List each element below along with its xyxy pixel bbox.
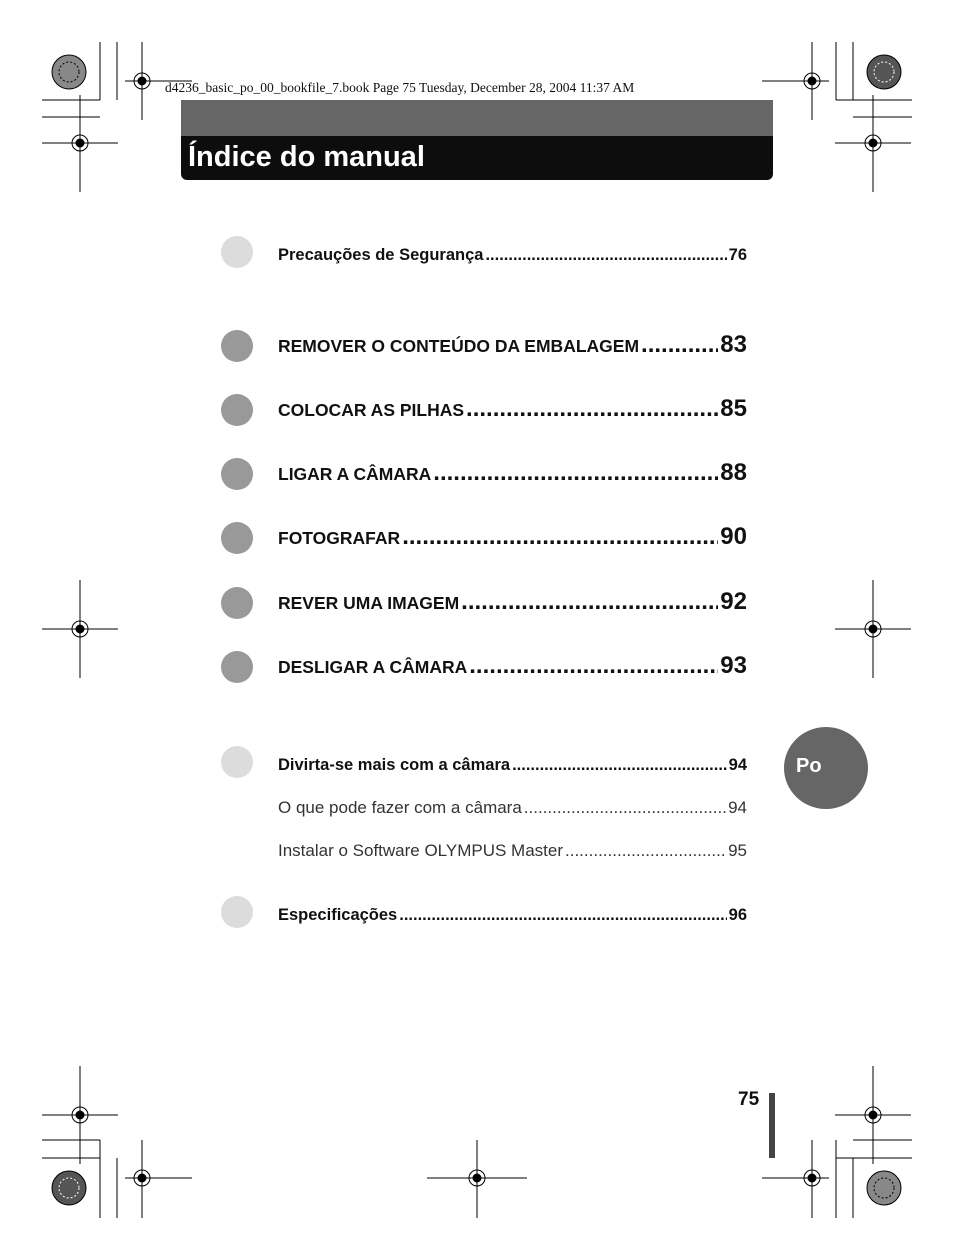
dot-leader [512,756,727,775]
toc-entry-page: 92 [720,588,747,615]
section-bullet-icon [221,236,253,268]
dot-leader [461,588,718,616]
page-number: 75 [738,1089,760,1110]
toc-entry[interactable] [221,235,747,269]
toc-subentry-page: 94 [728,798,747,817]
dot-leader [469,652,718,680]
section-bullet-icon [221,587,253,619]
toc-entry[interactable] [221,745,747,779]
toc-entry-page: 93 [720,652,747,679]
section-bullet-icon [221,896,253,928]
toc-entry-page: 90 [720,523,747,550]
toc-entry[interactable] [221,586,747,620]
toc-entry-label: REVER UMA IMAGEM [278,593,460,613]
dot-leader [565,841,726,861]
toc-entry-page: 88 [720,459,747,486]
book-file-header: d4236_basic_po_00_bookfile_7.book Page 75 Tuesday, December 28, 2004 11:37 AM [165,80,635,95]
dot-leader [524,798,726,818]
dot-leader [399,906,726,925]
toc-entry-label: Divirta-se mais com a câmara [278,756,511,774]
toc-entry-label: COLOCAR AS PILHAS [278,400,465,420]
section-bullet-icon [221,458,253,490]
dot-leader [466,395,718,423]
dot-leader [641,331,718,359]
toc-entry-label: FOTOGRAFAR [278,528,401,548]
toc-entry-page: 94 [728,756,747,774]
section-bullet-icon [221,394,253,426]
toc-entry-label: DESLIGAR A CÂMARA [278,657,468,677]
toc-subentry[interactable] [221,831,747,865]
toc-entry[interactable] [221,895,747,929]
page-number-bar [769,1093,775,1158]
toc-entry-label: REMOVER O CONTEÚDO DA EMBALAGEM [278,336,640,356]
toc-entry[interactable] [221,329,747,363]
section-bullet-icon [221,522,253,554]
title-banner-grey-strip [181,100,773,136]
toc-entry-page: 96 [728,906,747,924]
toc-entry-page: 76 [728,246,747,264]
section-bullet-icon [221,651,253,683]
language-tab [784,727,868,809]
toc-entry[interactable] [221,457,747,491]
language-tab-label: Po [796,755,822,777]
dot-leader [485,246,726,265]
section-bullet-icon [221,330,253,362]
toc-entry-label: Precauções de Segurança [278,246,484,264]
toc-entry[interactable] [221,521,747,555]
toc-subentry-label: Instalar o Software OLYMPUS Master [278,841,564,860]
toc-entry-label: Especificações [278,906,398,924]
section-bullet-icon [221,746,253,778]
title-banner [181,100,773,180]
toc-entry[interactable] [221,393,747,427]
dot-leader [402,523,718,551]
toc-subentry-page: 95 [728,841,747,860]
toc-entry-page: 85 [720,395,747,422]
toc-subentry-label: O que pode fazer com a câmara [278,798,522,817]
toc-entry-page: 83 [720,331,747,358]
toc-entry[interactable] [221,650,747,684]
page-title: Índice do manual [188,141,425,173]
toc-subentry[interactable] [221,788,747,822]
toc-entry-label: LIGAR A CÂMARA [278,464,432,484]
dot-leader [433,459,718,487]
